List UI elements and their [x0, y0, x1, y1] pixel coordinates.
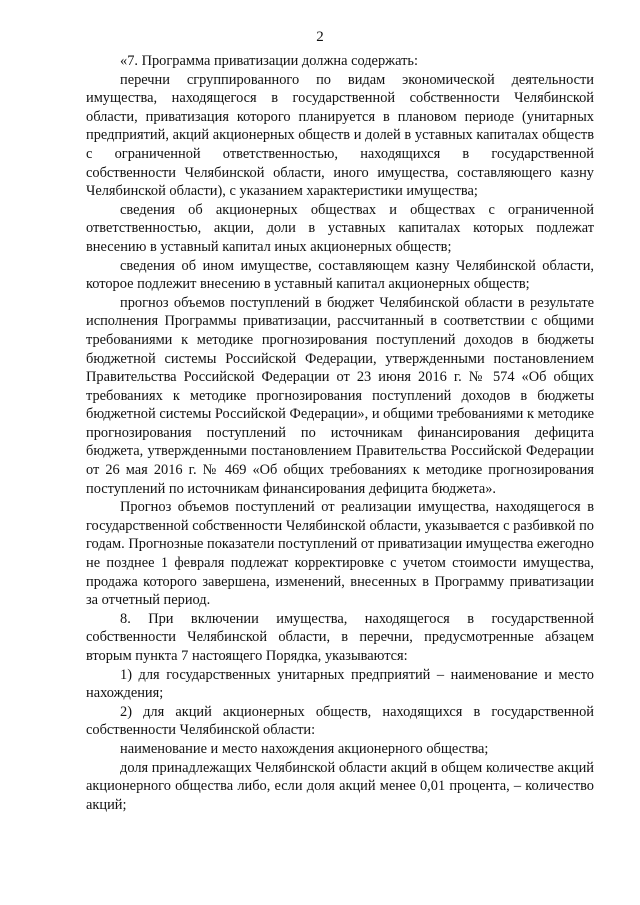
paragraph-revenue-forecast: прогноз объемов поступлений в бюджет Челябинской области в результате исполнения Программы приватизации, рассчитанный в соответствии с общими требованиями к методике прогнозирования поступлений доходов в бюджеты бюджетной системы Российской Федерации, утвержденными постановлением Правительства Российской Федерации от 23 июня 2016 г. № 574 «Об общих требованиях к методике прогнозирования поступлений доходов в бюджеты бюджетной системы Российской Федерации», и общими требованиями к методике прогнозирования поступлений по источникам финансирования дефицита бюджета, утвержденными постановлением Правительства Российской Федерации от 26 мая 2016 г. № 469 «Об общих требованиях к методике прогнозирования поступлений по источникам финансирования дефицита бюджета». [86, 294, 594, 497]
paragraph-forecast-by-years: Прогноз объемов поступлений от реализации имущества, находящегося в государственной собственности Челябинской области, указывается с разбивкой по годам. Прогнозные показатели поступлений от приватизации имущества ежегодно не позднее 1 февраля подлежат корректировке с учетом стоимости имущества, продажа которого завершена, изменений, внесенных в Программу приватизации за отчетный период. [86, 499, 594, 609]
document-body [86, 52, 594, 814]
paragraph-share-of-stock: доля принадлежащих Челябинской области акций в общем количестве акций акционерного общества либо, если доля акций менее 0,01 процента, – количество акций; [86, 759, 594, 813]
paragraph-companies-info: сведения об акционерных обществах и обществах с ограниченной ответственностью, акции, доли в уставных капиталах которых подлежат внесению в уставный капитал иных акционерных обществ; [86, 201, 594, 255]
paragraph-property-lists: перечни сгруппированного по видам экономической деятельности имущества, находящегося в государственной собственности Челябинской области, приватизация которого планируется в плановом периоде (унитарных предприятий, акций акционерных обществ и долей в уставных капиталах обществ с ограниченной ответственностью, находящихся в государственной собственности Челябинской области, иного имущества, составляющего казну Челябинской области), с указанием характеристики имущества; [86, 71, 594, 200]
paragraph-company-name: наименование и место нахождения акционерного общества; [120, 740, 489, 757]
paragraph-section-7-heading: «7. Программа приватизации должна содержать: [120, 53, 418, 69]
paragraph-item-1: 1) для государственных унитарных предприятий – наименование и место нахождения; [86, 666, 594, 702]
paragraph-section-8: 8. При включении имущества, находящегося в государственной собственности Челябинской области, в перечни, предусмотренные абзацем вторым пункта 7 настоящего Порядка, указываются: [86, 610, 594, 664]
page-number: 2 [316, 29, 324, 45]
paragraph-other-property: сведения об ином имуществе, составляющем казну Челябинской области, которое подлежит внесению в уставный капитал акционерных обществ; [86, 257, 594, 293]
paragraph-item-2: 2) для акций акционерных обществ, находящихся в государственной собственности Челябинской области: [86, 703, 594, 739]
